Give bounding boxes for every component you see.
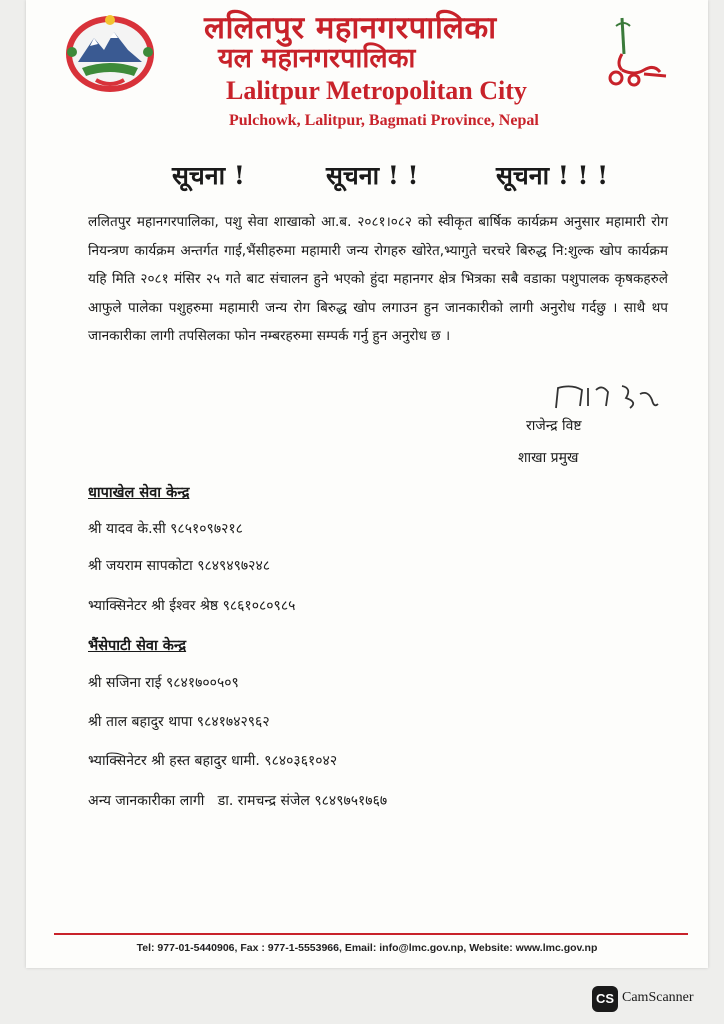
section-heading-dhapakhel: धापाखेल सेवा केन्द्र: [88, 485, 190, 501]
camscanner-badge: CS: [592, 986, 618, 1012]
signatory-title: शाखा प्रमुख: [518, 450, 579, 466]
header-address: Pulchowk, Lalitpur, Bagmati Province, Nepal: [229, 112, 539, 129]
header-name-english: Lalitpur Metropolitan City: [226, 76, 527, 105]
header-name-nepali: ललितपुर महानगरपालिका: [204, 10, 497, 46]
signatory-name: राजेन्द्र विष्ट: [526, 418, 582, 434]
other-info-contact: अन्य जानकारीका लागी डा. रामचन्द्र संजेल ९८४९७५१७६७: [88, 793, 388, 809]
notice-body: ललितपुर महानगरपालिका, पशु सेवा शाखाको आ.ब. २०८१।०८२ को स्वीकृत बार्षिक कार्यक्रम अनुसार महामारी रोग नियन्त्रण कार्यक्रम अन्तर्गत गाई,भैंसीहरुमा महामारी जन्य रोगहरु खोरेत,भ्यागुते चरचरे बिरुद्ध नि:शुल्क खोप कार्यक्रम यहि मिति २०८१ मंसिर २५ गते बाट संचालन हुने भएको हुंदा महानगर क्षेत्र भित्रका सबै वडाका पशुपालक कृषकहरुले आफुले पालेका पशुहरुमा महामारी जन्य रोग बिरुद्ध खोप लगाउन हुन जानकारीको लागी अनुरोध गर्दछु । साथै थप जानकारीका लागी तपसिलका फोन नम्बरहरुमा सम्पर्क गर्नु हुन अनुरोध छ ।: [88, 214, 668, 344]
header-name-newari: यल महानगरपालिका: [218, 43, 416, 74]
contact-bhaisepati-1: श्री सजिना राई ९८४१७००५०९: [88, 675, 239, 691]
footer-divider: [54, 933, 688, 935]
contact-dhapakhel-2: श्री जयराम सापकोटा ९८४९४९७२४८: [88, 558, 271, 574]
contact-dhapakhel-3: भ्याक्सिनेटर श्री ईश्वर श्रेष्ठ ९८६१०८०९८५: [88, 598, 296, 614]
notice-word-1: सूचना !: [172, 161, 245, 190]
section-heading-bhaisepati: भैंसेपाटी सेवा केन्द्र: [88, 638, 187, 654]
nepal-emblem-icon: [60, 10, 160, 96]
notice-word-3: सूचना ! ! !: [496, 161, 609, 190]
footer-contact: Tel: 977-01-5440906, Fax : 977-1-5553966, Email: info@lmc.gov.np, Website: www.lmc.gov.np: [136, 942, 598, 954]
contact-dhapakhel-1: श्री यादव के.सी ९८५१०९७२१८: [88, 521, 243, 537]
signature-icon: [552, 380, 662, 416]
contact-bhaisepati-2: श्री ताल बहादुर थापा ९८४१७४२९६२: [88, 714, 270, 730]
notice-word-2: सूचना ! !: [326, 161, 419, 190]
city-logo-icon: [594, 14, 674, 94]
contact-bhaisepati-3: भ्याक्सिनेटर श्री हस्त बहादुर धामी. ९८४०३६१०४२: [88, 753, 338, 769]
letter-page: [26, 0, 708, 968]
camscanner-label: CamScanner: [622, 990, 694, 1005]
